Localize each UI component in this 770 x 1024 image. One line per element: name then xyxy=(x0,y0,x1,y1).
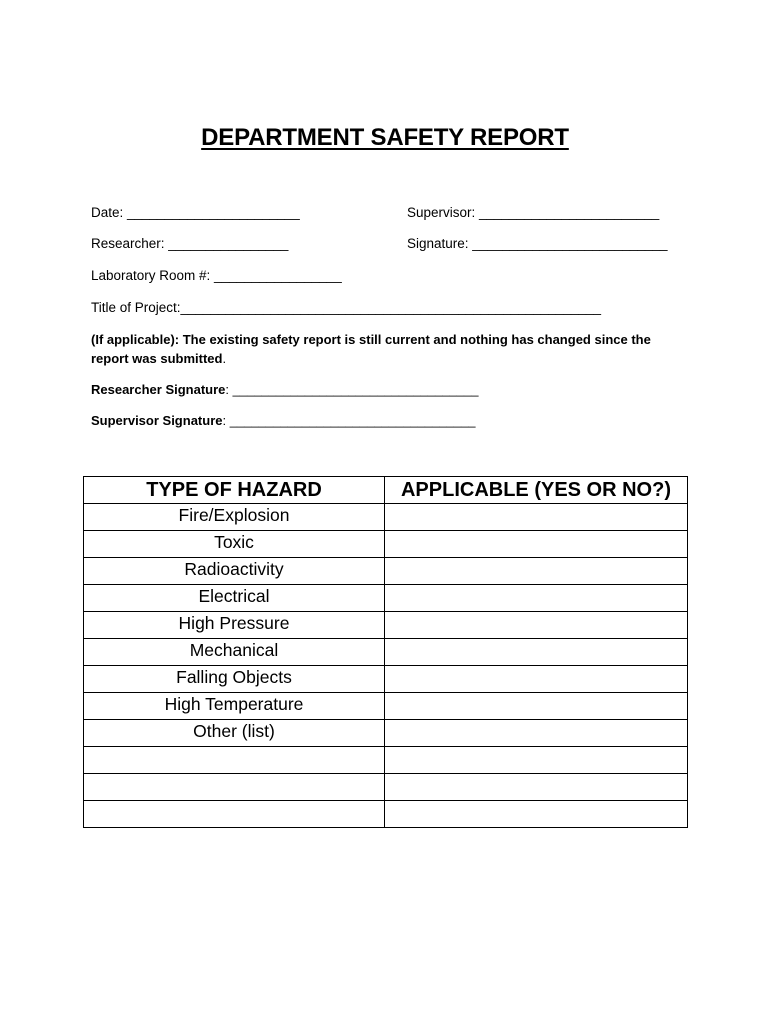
applicable-cell[interactable] xyxy=(385,504,688,531)
hazard-type-cell: Electrical xyxy=(84,585,385,612)
applicable-cell[interactable] xyxy=(385,585,688,612)
applicable-cell[interactable] xyxy=(385,639,688,666)
researcher-signature-field[interactable] xyxy=(91,382,478,398)
note-text: (If applicable): The existing safety report is still current and nothing has changed since the report was submitted xyxy=(91,332,651,366)
hazard-type-cell[interactable] xyxy=(84,801,385,828)
hazard-table xyxy=(83,476,688,828)
researcher-signature-label: Researcher Signature xyxy=(91,382,226,397)
document-title: DEPARTMENT SAFETY REPORT xyxy=(201,124,569,151)
researcher-signature-line[interactable]: : __________________________________ xyxy=(225,382,479,397)
hazard-type-cell: High Temperature xyxy=(84,693,385,720)
applicable-cell[interactable] xyxy=(385,801,688,828)
applicable-cell[interactable] xyxy=(385,774,688,801)
hazard-type-cell: High Pressure xyxy=(84,612,385,639)
supervisor-field[interactable]: Supervisor: ________________________ xyxy=(407,205,660,220)
table-row xyxy=(84,666,688,693)
project-title-field[interactable]: Title of Project:________________________________________________________ xyxy=(91,300,601,315)
applicable-cell[interactable] xyxy=(385,720,688,747)
table-row xyxy=(84,693,688,720)
applicable-cell[interactable] xyxy=(385,531,688,558)
applicable-cell[interactable] xyxy=(385,747,688,774)
date-field[interactable]: Date: _______________________ xyxy=(91,205,300,220)
hazard-type-cell: Toxic xyxy=(84,531,385,558)
hazard-type-cell[interactable] xyxy=(84,774,385,801)
applicable-cell[interactable] xyxy=(385,612,688,639)
hazard-type-cell: Mechanical xyxy=(84,639,385,666)
researcher-field[interactable]: Researcher: ________________ xyxy=(91,236,289,251)
table-row xyxy=(84,531,688,558)
table-row xyxy=(84,612,688,639)
table-row xyxy=(84,585,688,612)
table-row xyxy=(84,504,688,531)
note-period: . xyxy=(222,351,227,366)
hazard-type-header: TYPE OF HAZARD xyxy=(84,477,385,504)
hazard-type-cell[interactable] xyxy=(84,747,385,774)
applicable-cell[interactable] xyxy=(385,558,688,585)
hazard-type-cell: Falling Objects xyxy=(84,666,385,693)
table-row xyxy=(84,720,688,747)
table-row xyxy=(84,801,688,828)
hazard-type-cell: Fire/Explosion xyxy=(84,504,385,531)
supervisor-signature-line[interactable]: : __________________________________ xyxy=(222,413,476,428)
supervisor-signature-label: Supervisor Signature xyxy=(91,413,223,428)
table-row xyxy=(84,774,688,801)
current-report-note xyxy=(91,330,691,368)
hazard-table-header xyxy=(84,477,688,504)
table-row xyxy=(84,639,688,666)
applicable-cell[interactable] xyxy=(385,666,688,693)
signature-field[interactable]: Signature: __________________________ xyxy=(407,236,668,251)
hazard-type-cell: Radioactivity xyxy=(84,558,385,585)
applicable-header: APPLICABLE (YES OR NO?) xyxy=(385,477,688,504)
supervisor-signature-field[interactable] xyxy=(91,413,476,429)
table-row xyxy=(84,558,688,585)
table-row xyxy=(84,747,688,774)
hazard-type-cell: Other (list) xyxy=(84,720,385,747)
lab-room-field[interactable]: Laboratory Room #: _________________ xyxy=(91,268,342,283)
applicable-cell[interactable] xyxy=(385,693,688,720)
